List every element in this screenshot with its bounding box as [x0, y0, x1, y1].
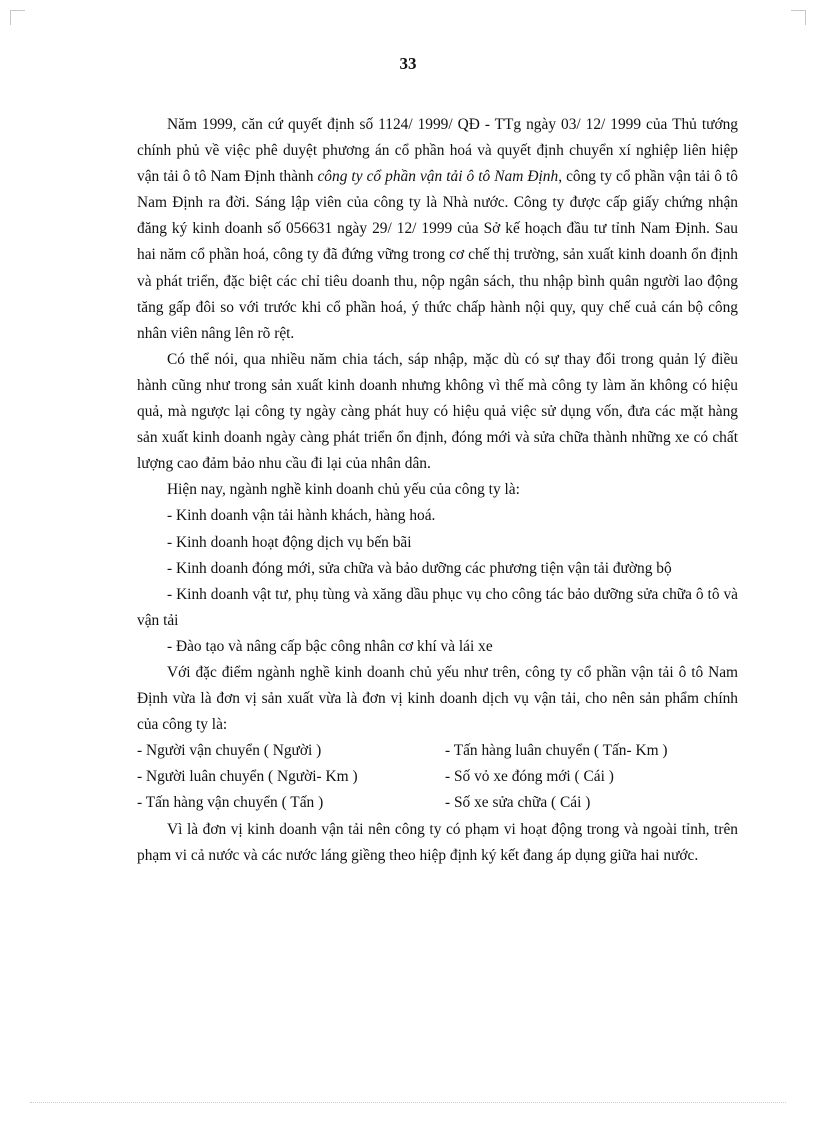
page-corner-mark-top-right [791, 10, 806, 25]
paragraph-scope: Vì là đơn vị kinh doanh vận tải nên công ty có phạm vi hoạt động trong và ngoài tỉnh, trên phạm vi cả nước và các nước láng giềng theo hiệp định ký kết đang áp dụng giữa hai nước. [137, 820, 738, 864]
paragraph-history-text-b: , công ty cổ phần vận tải ô tô Nam Định ra đời. Sáng lập viên của công ty là Nhà nước. Công ty được cấp giấy chứng nhận đăng ký kinh doanh số 056631 ngày 29/ 12/ 1999 của Sở kế hoạch đầu tư tỉnh Nam Định. Sau hai năm cổ phần hoá, công ty đã đứng vững trong cơ chế thị trường, sản xuất kinh doanh ổn định và phát triển, đặc biệt các chỉ tiêu doanh thu, nộp ngân sách, thu nhập bình quân người lao động tăng gấp đôi so với trước khi cổ phần hoá, ý thức chấp hành nội quy, quy chế cuả cán bộ công nhân viên nâng lên rõ rệt. [137, 168, 738, 342]
business-line-item: - Đào tạo và nâng cấp bậc công nhân cơ khí và lái xe [167, 637, 493, 655]
products-grid [137, 738, 738, 816]
document-body [137, 112, 738, 869]
company-name-italic: công ty cổ phần vận tải ô tô Nam Định [317, 168, 559, 186]
paragraph-history [137, 112, 738, 347]
paragraph-development: Có thể nói, qua nhiều năm chia tách, sáp nhập, mặc dù có sự thay đổi trong quản lý điều hành cũng như trong sản xuất kinh doanh nhưng không vì thế mà công ty làm ăn không có hiệu quả, mà ngược lại công ty ngày càng phát huy có hiệu quả việc sử dụng vốn, đưa các mặt hàng sản xuất kinh doanh ngày càng phát triển ổn định, đóng mới và sửa chữa thành những xe có chất lượng cao đảm bảo nhu cầu đi lại của nhân dân. [137, 350, 738, 473]
business-line-item: - Kinh doanh vận tải hành khách, hàng hoá. [167, 507, 436, 525]
page-number: 33 [399, 54, 417, 73]
business-lines-list [137, 503, 738, 660]
business-line-item: - Kinh doanh hoạt động dịch vụ bến bãi [167, 533, 412, 551]
product-item: - Người vận chuyển ( Người ) [137, 742, 322, 760]
paragraph-products-intro: Với đặc điểm ngành nghề kinh doanh chủ yếu như trên, công ty cổ phần vận tải ô tô Nam Định vừa là đơn vị sản xuất vừa là đơn vị kinh doanh dịch vụ vận tải, cho nên sản phẩm chính của công ty là: [137, 663, 738, 734]
product-item: - Số vỏ xe đóng mới ( Cái ) [445, 768, 614, 786]
product-item: - Người luân chuyển ( Người- Km ) [137, 768, 358, 786]
product-item: - Tấn hàng vận chuyển ( Tấn ) [137, 794, 324, 812]
page-footer-divider [30, 1102, 786, 1103]
paragraph-history-text-a: Năm 1999, căn cứ quyết định số 1124/ 1999/ QĐ - TTg ngày 03/ 12/ 1999 của Thủ tướng chính phủ về việc phê duyệt phương án cổ phần hoá và quyết định chuyển xí nghiệp liên hiệp vận tải ô tô Nam Định thành [137, 116, 738, 186]
product-item: - Số xe sửa chữa ( Cái ) [445, 794, 591, 812]
business-line-item: - Kinh doanh vật tư, phụ tùng và xăng dầu phục vụ cho công tác bảo dưỡng sửa chữa ô tô và vận tải [137, 585, 738, 629]
paragraph-business-intro: Hiện nay, ngành nghề kinh doanh chủ yếu của công ty là: [167, 481, 520, 499]
business-line-item: - Kinh doanh đóng mới, sửa chữa và bảo dưỡng các phương tiện vận tải đường bộ [167, 559, 672, 577]
page-corner-mark-top-left [10, 10, 25, 25]
product-item: - Tấn hàng luân chuyển ( Tấn- Km ) [445, 742, 668, 760]
